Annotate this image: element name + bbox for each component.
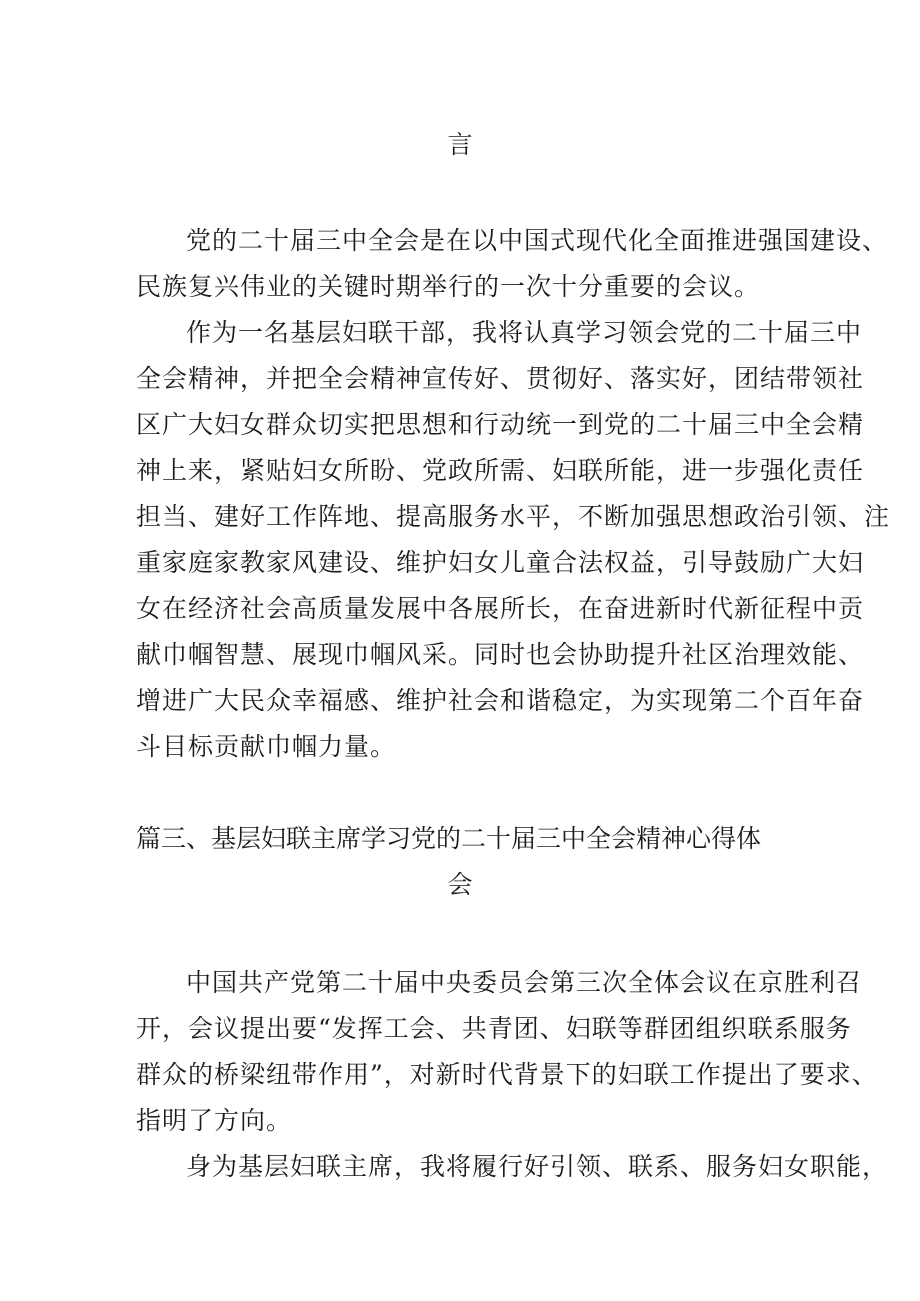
paragraph-line: 民族复兴伟业的关键时期举行的一次十分重要的会议。 (136, 272, 761, 301)
paragraph-line: 全会精神，并把全会精神宣传好、贯彻好、落实好，团结带领社 (136, 364, 865, 393)
paragraph-line: 斗目标贡献巾帼力量。 (136, 732, 397, 761)
paragraph-line: 开，会议提出要“发挥工会、共青团、妇联等群团组织联系服务 (136, 1014, 852, 1043)
paragraph-line: 神上来，紧贴妇女所盼、党政所需、妇联所能，进一步强化责任 (136, 456, 865, 485)
paragraph-line: 重家庭家教家风建设、维护妇女儿童合法权益，引导鼓励广大妇 (136, 548, 865, 577)
paragraph-line: 区广大妇女群众切实把思想和行动统一到党的二十届三中全会精 (136, 410, 865, 439)
paragraph-line: 党的二十届三中全会是在以中国式现代化全面推进强国建设、 (186, 226, 889, 255)
paragraph-line: 作为一名基层妇联干部，我将认真学习领会党的二十届三中 (186, 318, 863, 347)
paragraph-line: 担当、建好工作阵地、提高服务水平，不断加强思想政治引领、注 (136, 502, 891, 531)
paragraph-line: 女在经济社会高质量发展中各展所长，在奋进新时代新征程中贡 (136, 594, 865, 623)
paragraph-line: 献巾帼智慧、展现巾帼风采。同时也会协助提升社区治理效能、 (136, 640, 865, 669)
paragraph-line: 指明了方向。 (136, 1106, 293, 1135)
paragraph-line: 中国共产党第二十届中央委员会第三次全体会议在京胜利召 (186, 968, 863, 997)
section-heading: 篇三、基层妇联主席学习党的二十届三中全会精神心得体 (136, 824, 762, 853)
paragraph-line: 增进广大民众幸福感、维护社会和谐稳定，为实现第二个百年奋 (136, 686, 865, 715)
paragraph-line: 身为基层妇联主席，我将履行好引领、联系、服务妇女职能， (186, 1152, 889, 1181)
section-heading-continuation: 会 (447, 870, 473, 899)
paragraph-line: 群众的桥梁纽带作用”，对新时代背景下的妇联工作提出了要求、 (136, 1060, 878, 1089)
title-fragment: 言 (447, 130, 473, 159)
